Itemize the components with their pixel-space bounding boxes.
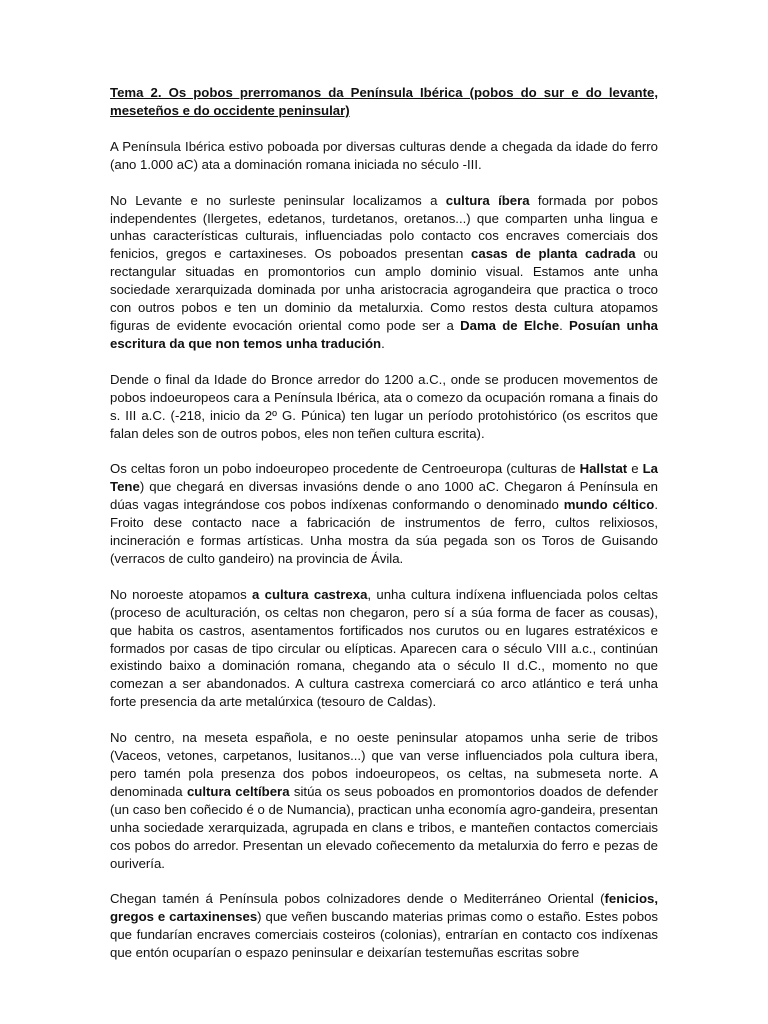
paragraph-text: . Froito dese contacto nace a fabricación de instrumentos de ferro, cultos relixiosos, incineración e formas artísticas. Unha mostra da súa pegada son os Toros de Guisando (verracos de culto gandeiro) na provincia de Ávila.: [110, 497, 658, 566]
paragraph-text: sitúa os seus poboados en promontorios doados de defender (un caso ben coñecido é o de Numancia), practican unha economía agro-gandeira, presentan unha sociedade xerarquizada, agrupada en clans e tribos, e manteñen contactos comerciais cos pobos do arredor. Presentan un elevado coñecemento da metalurxia do ferro e pezas de ourivería.: [110, 783, 658, 871]
paragraph: [110, 138, 658, 174]
paragraph: [110, 586, 658, 711]
paragraph-text: Os celtas foron un pobo indoeuropeo procedente de Centroeuropa (culturas de: [110, 461, 580, 477]
paragraph-text: ) que chegará en diversas invasións dende o ano 1000 aC. Chegaron á Península en dúas vagas integrándose cos pobos indíxenas conformando o denominado: [110, 479, 658, 513]
bold-term: fenicios, gregos e cartaxinenses: [110, 891, 658, 925]
bold-term: La Tene: [110, 461, 658, 495]
paragraph-text: Dende o final da Idade do Bronce arredor do 1200 a.C., onde se producen movementos de pobos indoeuropeos cara a Península Ibérica, ata o comezo da ocupación romana a finais do s. III a.C. (-218, inicio da 2º G. Púnica) ten lugar un período protohistórico (os escritos que falan deles son de outros pobos, eles non teñen cultura escrita).: [110, 371, 658, 441]
paragraph-text: Chegan tamén á Península pobos colnizadores dende o Mediterráneo Oriental (: [110, 891, 605, 907]
paragraph: [110, 192, 658, 353]
paragraph-text: ou rectangular situadas en promontorios cun amplo dominio visual. Estamos ante unha sociedade xerarquizada dominada por unha aristocracia agrogandeira que practica o troco con outros pobos e ten un dominio da metalurxia. Como restos desta cultura atopamos figuras de evidente evocación oriental como pode ser a: [110, 246, 658, 333]
bold-term: casas de planta cadrada: [471, 246, 636, 262]
paragraph-text: ) que veñen buscando materias primas como o estaño. Estes pobos que fundarían encraves comerciais costeiros (colonias), entrarían en contacto cos indíxenas que entón ocuparían o espazo peninsular e deixarían testemuñas escritas sobre: [110, 909, 659, 961]
paragraph-text: .: [559, 317, 569, 333]
paragraph-text: , unha cultura indíxena influenciada polos celtas (proceso de aculturación, os celtas non chegaron, pero sí a súa forma de facer as cousas), que habita os castros, asentamentos fortificados nos curutos ou en lugares estratéxicos e formados por casas de tipo circular ou elípticas. Aparecen cara o século VIII a.c., continúan existindo baixo a dominación romana, chegando ata o século II d.C., momento no que comezan a ser abandonados. A cultura castrexa comerciará co arco atlántico e terá unha forte presencia da arte metalúrxica (tesouro de Caldas).: [110, 586, 658, 710]
document-body: [110, 138, 658, 962]
bold-term: a cultura castrexa: [251, 586, 368, 602]
paragraph-text: No Levante e no surleste peninsular localizamos a: [110, 192, 446, 208]
bold-term: cultura íbera: [445, 192, 530, 208]
paragraph-text: No noroeste atopamos: [110, 586, 252, 602]
document-title: Tema 2. Os pobos prerromanos da Península Ibérica (pobos do sur e do levante, meseteños e do occidente peninsular): [110, 85, 658, 118]
bold-term: mundo céltico: [563, 497, 655, 513]
paragraph-text: e: [627, 461, 643, 477]
bold-term: Posuían unha escritura da que non temos unha tradución: [110, 317, 658, 351]
paragraph-text: No centro, na meseta española, e no oeste peninsular atopamos unha serie de tribos (Vaceos, vetones, carpetanos, lusitanos...) que van verse influenciados pola cultura ibera, pero tamén pola presenza dos pobos indoeuropeos, os celtas, na submeseta norte. A denominada: [110, 730, 658, 799]
bold-term: cultura celtíbera: [186, 783, 290, 799]
paragraph: [110, 460, 658, 567]
document-page: [110, 84, 658, 980]
bold-term: Dama de Elche: [460, 317, 560, 333]
paragraph-text: .: [381, 335, 385, 351]
paragraph: [110, 729, 658, 872]
paragraph: [110, 371, 658, 443]
bold-term: Hallstat: [579, 461, 628, 477]
paragraph-text: A Península Ibérica estivo poboada por diversas culturas dende a chegada da idade do ferro (ano 1.000 aC) ata a dominación romana iniciada no século -III.: [110, 138, 658, 172]
paragraph-text: formada por pobos independentes (Ilergetes, edetanos, turdetanos, oretanos...) que comparten unha lingua e unhas características culturais, influenciadas polo contacto cos encraves comerciais dos fenicios, gregos e cartaxineses. Os poboados presentan: [110, 192, 658, 262]
paragraph: [110, 890, 658, 962]
